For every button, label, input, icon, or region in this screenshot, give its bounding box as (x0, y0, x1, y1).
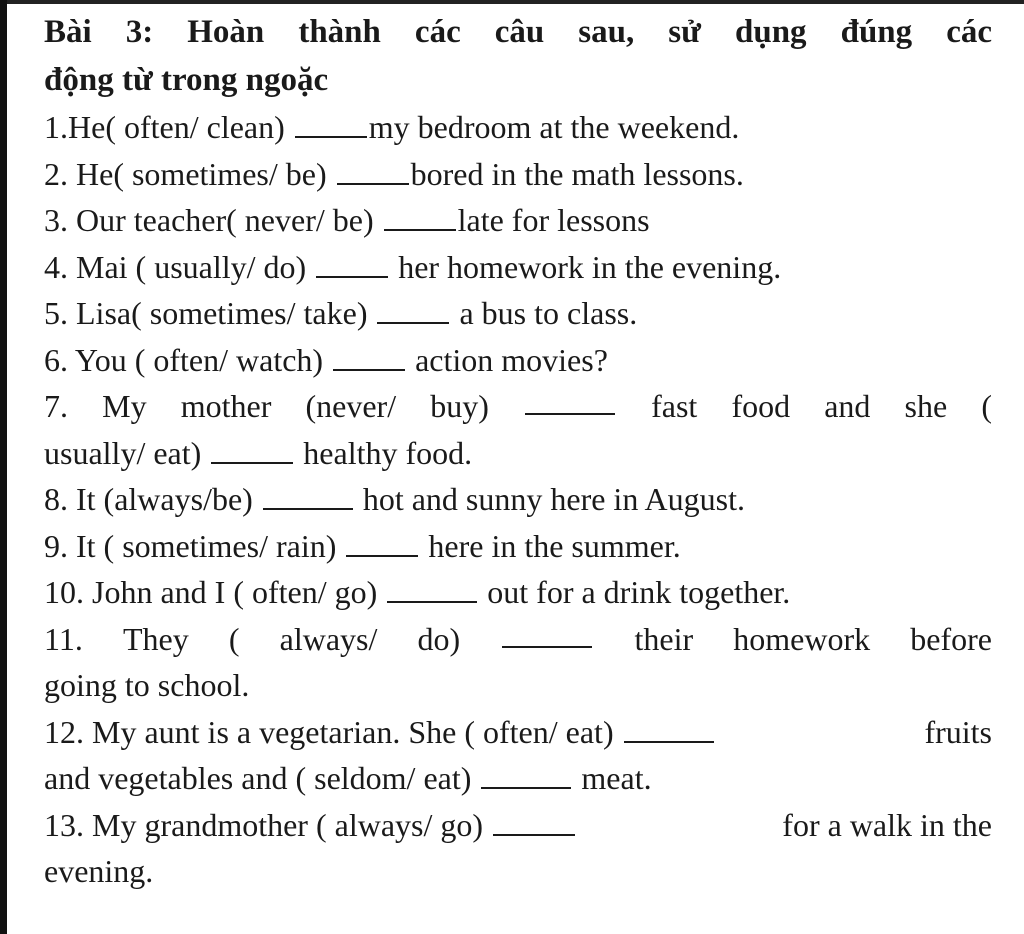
q7-word: and (824, 388, 871, 424)
q5-rest: a bus to class. (451, 295, 638, 331)
q1-blank[interactable] (295, 106, 367, 138)
q7-line2-rest: healthy food. (295, 434, 473, 471)
q7-word: 7. (44, 388, 68, 424)
q11-word: ( (228, 620, 240, 657)
q12-line2-prompt: and vegetables and ( seldom/ eat) (44, 760, 480, 796)
q1-rest: my bedroom at the weekend. (368, 109, 740, 145)
q7-line2-prompt: usually/ eat) (44, 434, 210, 471)
question-7-line-1 (44, 383, 992, 430)
q3-prompt: 3. Our teacher( never/ be) (44, 202, 382, 238)
q7-word: My (102, 388, 147, 424)
q11-line2: going to school. (44, 667, 250, 703)
q7-word: ( (981, 388, 992, 424)
q7-word: she (904, 388, 948, 424)
q6-blank[interactable] (333, 339, 405, 371)
q13-line2: evening. (44, 853, 154, 889)
question-5 (44, 290, 992, 337)
q11-word: their (634, 620, 694, 657)
q11-word: always/ (279, 620, 378, 657)
q7-blank-2[interactable] (211, 432, 293, 464)
q9-prompt: 9. It ( sometimes/ rain) (44, 527, 345, 564)
q5-blank[interactable] (377, 292, 449, 324)
q9-blank[interactable] (346, 525, 418, 557)
question-13-line-1 (44, 802, 992, 849)
q11-word: They (122, 620, 189, 657)
question-11-line-1 (44, 616, 992, 663)
q7-word: food (731, 388, 791, 424)
q2-prompt: 2. He( sometimes/ be) (44, 155, 335, 192)
question-9 (44, 523, 992, 570)
top-border (0, 0, 1024, 4)
question-12-line-1 (44, 709, 992, 756)
q3-blank[interactable] (384, 199, 456, 231)
q4-blank[interactable] (316, 246, 388, 278)
left-border (0, 0, 7, 934)
q2-blank[interactable] (337, 153, 409, 185)
q10-prompt: 10. John and I ( often/ go) (44, 574, 386, 610)
q4-rest: her homework in the evening. (390, 248, 782, 285)
question-7-line-2 (44, 430, 992, 477)
q7-word: (never/ (305, 388, 397, 424)
q12-blank-1[interactable] (624, 711, 714, 743)
q9-rest: here in the summer. (420, 527, 681, 564)
question-8 (44, 476, 992, 523)
question-13-line-2 (44, 848, 992, 895)
question-10 (44, 569, 992, 616)
q11-blank[interactable] (502, 616, 592, 648)
title-line-2: động từ trong ngoặc (44, 62, 329, 98)
q11-word: 11. (44, 620, 83, 657)
q11-word: do) (417, 620, 461, 657)
q12-prompt: 12. My aunt is a vegetarian. She ( often/ eat) (44, 713, 622, 750)
q13-rest: for a walk in the (782, 806, 992, 843)
q10-rest: out for a drink together. (479, 574, 791, 610)
question-4 (44, 244, 992, 291)
q7-blank-1[interactable] (525, 383, 615, 415)
question-6 (44, 337, 992, 384)
q4-prompt: 4. Mai ( usually/ do) (44, 248, 315, 285)
q10-blank[interactable] (387, 571, 477, 603)
title-line-1: Bài 3: Hoàn thành các câu sau, sử dụng đúng các (44, 14, 992, 50)
q8-blank[interactable] (263, 478, 353, 510)
q8-rest: hot and sunny here in August. (354, 481, 745, 517)
q6-prompt: 6. You ( often/ watch) (44, 341, 332, 378)
q11-word: before (910, 620, 992, 657)
exercise-sheet (44, 8, 992, 895)
q3-rest: late for lessons (457, 202, 650, 238)
q7-word: fast (651, 388, 698, 424)
q7-word: mother (180, 388, 272, 424)
q11-word: homework (733, 620, 871, 657)
question-12-line-2 (44, 755, 992, 802)
q7-word: buy) (430, 388, 489, 424)
q5-prompt: 5. Lisa( sometimes/ take) (44, 295, 376, 331)
question-11-line-2 (44, 662, 992, 709)
question-1 (44, 104, 992, 151)
q13-blank[interactable] (493, 804, 575, 836)
q6-rest: action movies? (407, 341, 608, 378)
q12-line2-rest: meat. (573, 760, 652, 796)
q12-rest: fruits (924, 713, 992, 750)
q1-prompt: 1.He( often/ clean) (44, 109, 293, 145)
q13-prompt: 13. My grandmother ( always/ go) (44, 806, 492, 843)
question-2 (44, 151, 992, 198)
q8-prompt: 8. It (always/be) (44, 481, 261, 517)
question-3 (44, 197, 992, 244)
exercise-title (44, 8, 992, 104)
q12-blank-2[interactable] (481, 757, 571, 789)
q2-rest: bored in the math lessons. (410, 155, 744, 192)
